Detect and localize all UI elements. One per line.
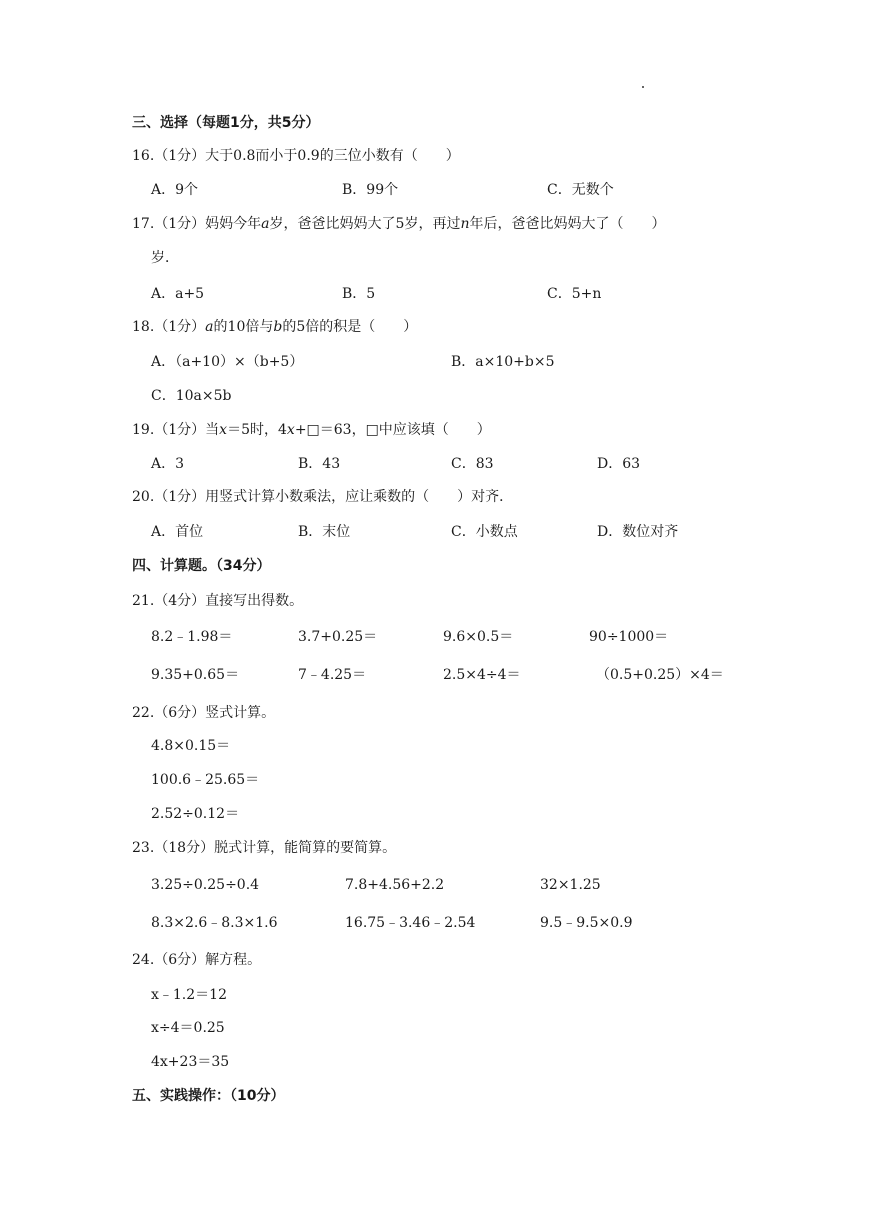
- q21-stem: 21.（4分）直接写出得数。: [132, 593, 304, 609]
- q17-stem: 17.（1分）妈妈今年a岁，爸爸比妈妈大了5岁，再过n年后，爸爸比妈妈大了（ ）: [132, 216, 666, 232]
- q18-stem: 18.（1分）a的10倍与b的5倍的积是（ ）: [132, 319, 418, 335]
- q18-option-c: C．10a×5b: [151, 388, 232, 404]
- q23-item: 3.25÷0.25÷0.4: [151, 877, 260, 893]
- q20-option-d: D．数位对齐: [597, 524, 679, 540]
- q16-option-b: B．99个: [342, 182, 399, 198]
- q20-stem: 20.（1分）用竖式计算小数乘法，应让乘数的（ ）对齐．: [132, 489, 514, 505]
- q17-stem-continued: 岁．: [151, 250, 179, 266]
- q17-option-a: A．a+5: [151, 286, 205, 302]
- q22-stem: 22.（6分）竖式计算。: [132, 705, 276, 721]
- q23-item: 16.75﹣3.46﹣2.54: [345, 915, 476, 931]
- q21-item: 2.5×4÷4＝: [443, 667, 521, 683]
- page-dot-mark: [642, 86, 644, 88]
- q20-option-a: A．首位: [151, 524, 204, 540]
- section-3-title: 三、选择（每题1分，共5分）: [132, 115, 320, 131]
- q21-item: （0.5+0.25）×4＝: [596, 667, 724, 683]
- q18-option-a: A．（a+10）×（b+5）: [151, 354, 304, 370]
- q22-item: 2.52÷0.12＝: [151, 806, 240, 822]
- q21-item: 90÷1000＝: [589, 629, 669, 645]
- q18-option-b: B．a×10+b×5: [451, 354, 555, 370]
- q23-item: 9.5﹣9.5×0.9: [540, 915, 633, 931]
- q24-item: x÷4＝0.25: [151, 1020, 225, 1036]
- q24-item: 4x+23＝35: [151, 1054, 230, 1070]
- q19-option-d: D．63: [597, 456, 641, 472]
- q19-option-a: A．3: [151, 456, 185, 472]
- q23-item: 8.3×2.6﹣8.3×1.6: [151, 915, 278, 931]
- q19-option-b: B．43: [298, 456, 341, 472]
- q23-item: 7.8+4.56+2.2: [345, 877, 445, 893]
- q21-item: 8.2﹣1.98＝: [151, 629, 233, 645]
- q21-item: 3.7+0.25＝: [298, 629, 378, 645]
- q24-item: x﹣1.2＝12: [151, 987, 227, 1003]
- q17-option-c: C．5+n: [547, 286, 602, 302]
- q22-item: 4.8×0.15＝: [151, 738, 231, 754]
- q20-option-c: C．小数点: [451, 524, 518, 540]
- q23-item: 32×1.25: [540, 877, 601, 893]
- q23-stem: 23.（18分）脱式计算，能简算的要简算。: [132, 840, 397, 856]
- q19-option-c: C．83: [451, 456, 494, 472]
- section-4-title: 四、计算题。（34分）: [132, 558, 271, 574]
- q17-option-b: B．5: [342, 286, 376, 302]
- q22-item: 100.6﹣25.65＝: [151, 772, 260, 788]
- section-5-title: 五、实践操作：（10分）: [132, 1088, 285, 1104]
- q16-option-a: A．9个: [151, 182, 199, 198]
- q21-item: 9.6×0.5＝: [443, 629, 514, 645]
- q16-stem: 16.（1分）大于0.8而小于0.9的三位小数有（ ）: [132, 148, 460, 164]
- q21-item: 7﹣4.25＝: [298, 667, 367, 683]
- q16-option-c: C．无数个: [547, 182, 614, 198]
- q20-option-b: B．末位: [298, 524, 351, 540]
- q19-stem: 19.（1分）当x＝5时，4x+□＝63，□中应该填（ ）: [132, 422, 491, 438]
- q24-stem: 24.（6分）解方程。: [132, 952, 262, 968]
- q21-item: 9.35+0.65＝: [151, 667, 240, 683]
